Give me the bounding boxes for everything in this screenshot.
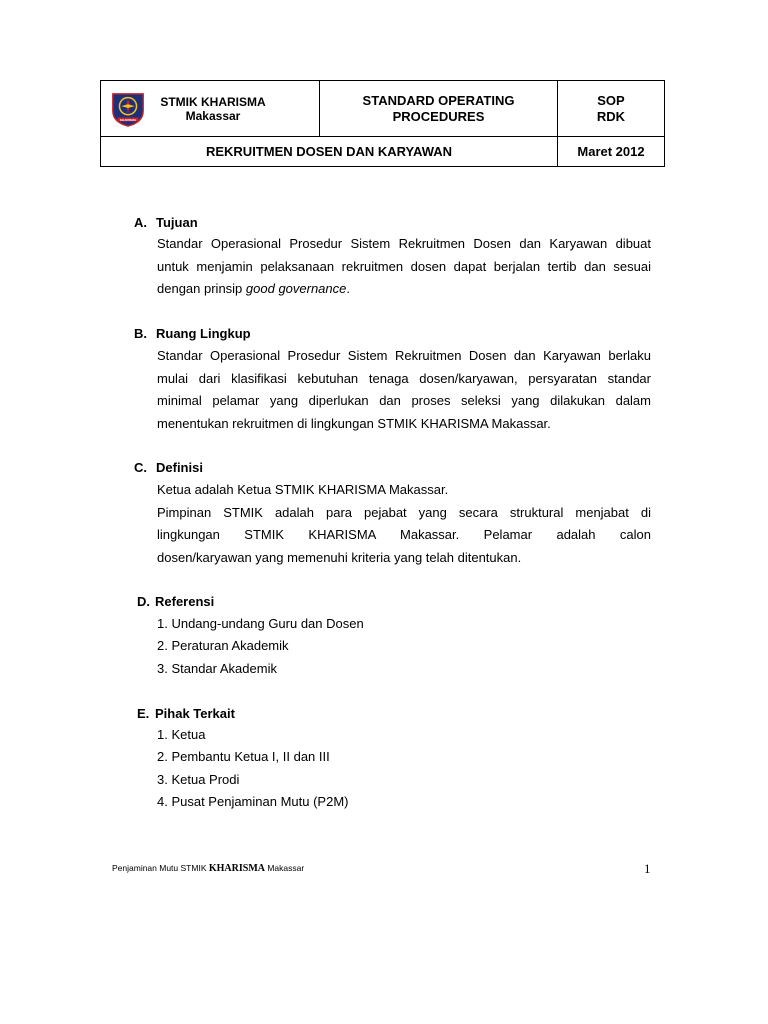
list-item: 1. Undang-undang Guru dan Dosen: [157, 616, 364, 631]
section-a-paragraph: [157, 233, 651, 301]
section-d-title: Referensi: [155, 594, 215, 609]
document-type-line2: PROCEDURES: [392, 108, 485, 124]
section-b-title: Ruang Lingkup: [156, 326, 251, 341]
document-code-line1: SOP: [597, 92, 625, 108]
section-e-heading: [137, 706, 235, 722]
section-a-line: [157, 278, 651, 301]
footer-brand: KHARISMA: [208, 863, 265, 874]
section-e-label: E.: [137, 706, 150, 721]
section-a-heading: [134, 215, 198, 231]
footer-suffix: Makassar: [264, 863, 305, 873]
section-b-line: Standar Operasional Prosedur Sistem Rekruitmen Dosen dan Karyawan berlaku: [157, 348, 651, 363]
list-item: 1. Ketua: [157, 727, 206, 742]
list-item: 4. Pusat Penjaminan Mutu (P2M): [157, 793, 349, 809]
section-a-title: Tujuan: [156, 215, 198, 230]
document-code-line2: RDK: [596, 108, 626, 124]
document-date: Maret 2012: [558, 137, 665, 167]
section-c-title: Definisi: [156, 460, 203, 475]
section-a-line: untuk menjamin pelaksanaan rekruitmen dosen dapat berjalan tertib dan sesuai: [157, 258, 651, 274]
section-b-paragraph: [157, 345, 651, 435]
section-c-line: lingkungan STMIK KHARISMA Makassar. Pelamar adalah calon: [157, 527, 651, 542]
section-e-title: Pihak Terkait: [155, 706, 235, 721]
institution-cell: [101, 81, 320, 137]
sop-header-table: [100, 80, 665, 167]
footer-prefix: Penjaminan Mutu STMIK: [112, 863, 209, 873]
document-type-line1: STANDARD OPERATING: [362, 92, 515, 108]
section-d-heading: [137, 594, 214, 610]
section-c-line: Ketua adalah Ketua STMIK KHARISMA Makassar.: [157, 482, 449, 497]
document-type-cell: [320, 81, 558, 137]
kharisma-logo-icon: [109, 90, 147, 128]
list-item: 2. Peraturan Akademik: [157, 638, 289, 654]
document-code-cell: [558, 81, 665, 137]
section-b-line: mulai dari klasifikasi kebutuhan tenaga dosen/karyawan, persyaratan standar: [157, 370, 651, 386]
section-b-label: B.: [134, 326, 147, 341]
list-item: 3. Standar Akademik: [157, 660, 277, 676]
institution-name: STMIK KHARISMA: [160, 94, 266, 109]
section-d-label: D.: [137, 594, 150, 609]
section-d-list: [157, 613, 364, 680]
document-subject: REKRUITMEN DOSEN DAN KARYAWAN: [101, 137, 558, 167]
section-b-line: menentukan rekruitmen di lingkungan STMIK KHARISMA Makassar.: [157, 415, 551, 431]
section-e-list: [157, 724, 348, 813]
good-governance-term: good governance: [245, 281, 347, 296]
section-c-heading: [134, 460, 203, 476]
institution-city: Makassar: [185, 108, 241, 123]
section-b-heading: [134, 326, 251, 342]
list-item: 2. Pembantu Ketua I, II dan III: [157, 749, 330, 765]
section-c-paragraph: [157, 479, 651, 569]
section-a-last-prefix: dengan prinsip: [157, 281, 246, 296]
section-a-line: Standar Operasional Prosedur Sistem Rekruitmen Dosen dan Karyawan dibuat: [157, 236, 651, 251]
section-a-last-suffix: .: [346, 281, 351, 296]
section-c-line: dosen/karyawan yang memenuhi kriteria yang telah ditentukan.: [157, 549, 522, 565]
page-number: 1: [644, 861, 651, 876]
list-item: 3. Ketua Prodi: [157, 771, 240, 787]
section-c-label: C.: [134, 460, 147, 475]
section-a-label: A.: [134, 215, 147, 230]
section-c-line: Pimpinan STMIK adalah para pejabat yang secara struktural menjabat di: [157, 504, 651, 520]
svg-text:KHARISMA: KHARISMA: [119, 117, 137, 122]
section-b-line: minimal pelamar yang diperlukan dan proses seleksi yang dilakukan dalam: [157, 393, 651, 408]
footer-text: [112, 863, 304, 874]
